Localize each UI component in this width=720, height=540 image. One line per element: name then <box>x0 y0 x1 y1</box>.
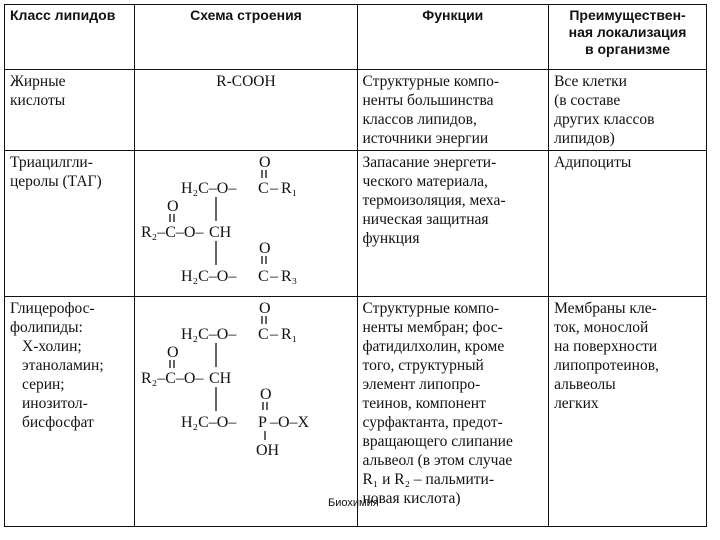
row-functions: Запасание энергети- ческого материала, термоизоляция, меха- ническая защитная функция <box>357 151 549 297</box>
watermark: Биохимия <box>328 497 379 509</box>
atom-o: O <box>166 198 179 215</box>
table-row <box>5 297 707 527</box>
atom-c: C <box>257 326 269 343</box>
group-h2c-o: H₂C–O– <box>180 414 237 431</box>
header-class: Класс липидов <box>5 5 135 70</box>
group-r3: R₃ <box>280 268 298 285</box>
group-ch: CH <box>208 224 232 241</box>
lipids-table <box>4 4 707 527</box>
group-h2c-o: H₂C–O– <box>180 268 237 285</box>
row-formula: R-COOH <box>135 70 357 151</box>
group-oh: OH <box>255 442 280 459</box>
group-h2c-o: H₂C–O– <box>180 326 237 343</box>
group-h2c-o: H₂C–O– <box>180 180 237 197</box>
row-scheme <box>135 297 357 527</box>
row-localization: Все клетки (в составе других классов липидов) <box>549 70 707 151</box>
bond: – <box>269 326 278 343</box>
table-row <box>5 70 707 151</box>
atom-o: O <box>258 300 271 317</box>
header-localization: Преимуществен- ная локализация в организме <box>549 5 707 70</box>
row-functions: Структурные компо- ненты мембран; фос- фатидилхолин, кроме того, структурный элемент липопро- теинов, компонент сурфактанта, предот- вращающего слипание альвеол (в этом случае R₁ и R₂ – пальмити- новая кислота) <box>357 297 549 527</box>
row-class-items: X-холин; этаноламин; серин; инозитол- бисфосфат <box>22 338 104 431</box>
group-o-x: –O–X <box>269 414 310 431</box>
header-row <box>5 5 707 70</box>
group-r2-c-o: R₂–C–O– <box>140 370 204 387</box>
phospholipid-structure-diagram <box>141 299 351 459</box>
bond: – <box>269 180 278 197</box>
group-r1: R₁ <box>280 326 298 343</box>
row-class-cell <box>5 297 135 527</box>
row-localization: Адипоциты <box>549 151 707 297</box>
group-ch: CH <box>208 370 232 387</box>
table-row <box>5 151 707 297</box>
row-class: Глицерофос- фолипиды: <box>10 300 95 336</box>
atom-o: O <box>259 386 272 403</box>
row-class: Триацилгли- церолы (ТАГ) <box>5 151 135 297</box>
atom-c: C <box>257 180 269 197</box>
row-functions: Структурные компо- ненты большинства классов липидов, источники энергии <box>357 70 549 151</box>
row-localization: Мембраны кле- ток, монослой на поверхности липопротеинов, альвеолы легких <box>549 297 707 527</box>
bond: – <box>269 268 278 285</box>
atom-o: O <box>258 154 271 171</box>
tag-structure-diagram <box>141 153 351 293</box>
atom-o: O <box>166 344 179 361</box>
group-r1: R₁ <box>280 180 298 197</box>
atom-c: C <box>257 268 269 285</box>
atom-p: P <box>257 414 267 431</box>
header-scheme: Схема строения <box>135 5 357 70</box>
row-class: Жирные кислоты <box>5 70 135 151</box>
header-functions: Функции <box>357 5 549 70</box>
atom-o: O <box>258 240 271 257</box>
row-scheme <box>135 151 357 297</box>
group-r2-c-o: R₂–C–O– <box>140 224 204 241</box>
